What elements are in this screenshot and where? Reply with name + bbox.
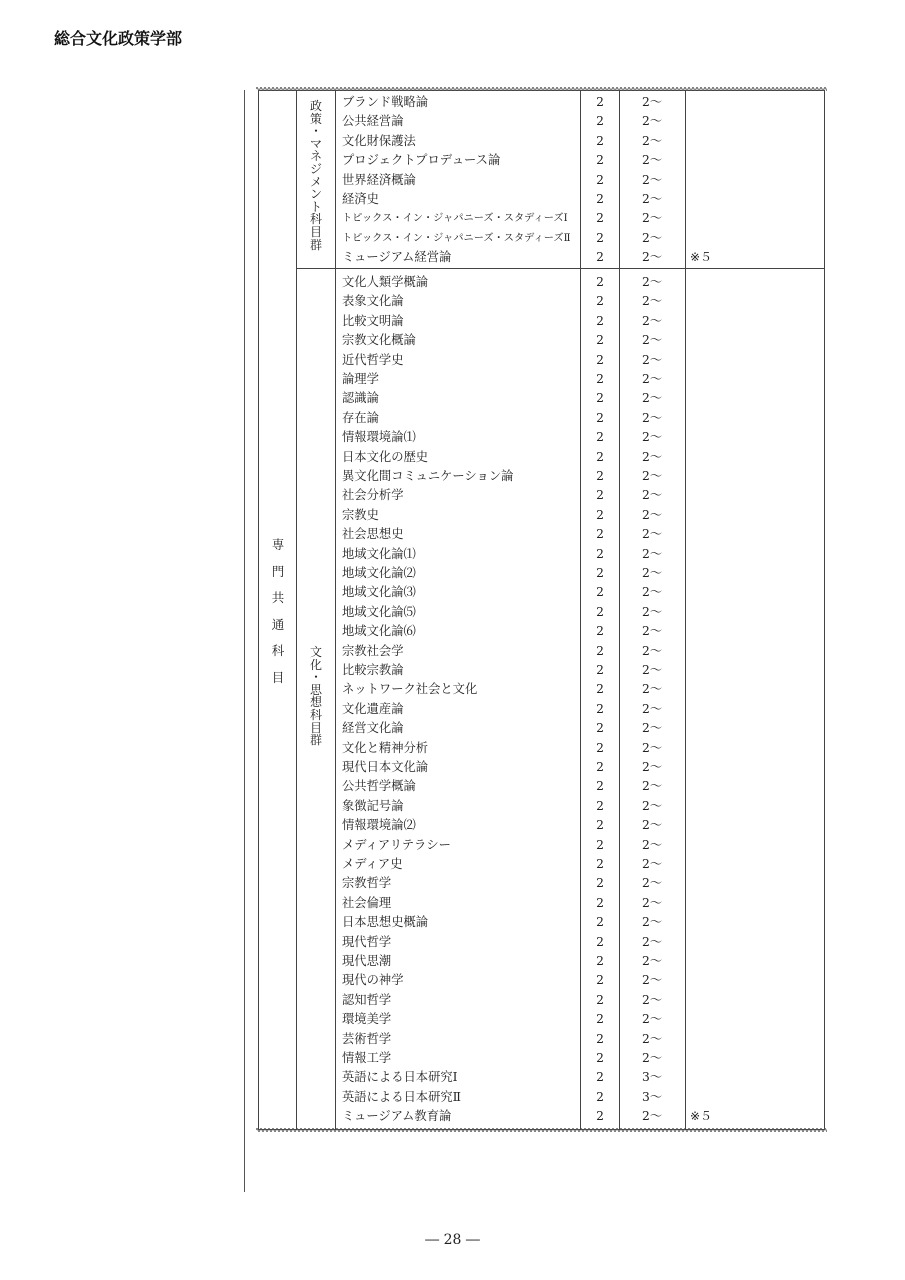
course-year: 2〜 <box>642 721 663 736</box>
course-year: 2〜 <box>642 1012 663 1027</box>
course-name: プロジェクトプロデュース論 <box>342 153 501 168</box>
vertical-label-char: 群 <box>309 733 322 748</box>
group-divider <box>296 268 825 269</box>
course-credits: 2 <box>596 527 604 542</box>
course-credits: 2 <box>596 721 604 736</box>
course-credits: 2 <box>596 934 604 949</box>
vertical-label-char: ト <box>309 199 322 214</box>
course-year: 3〜 <box>642 1070 663 1085</box>
course-name: 日本思想史概論 <box>342 915 429 930</box>
course-credits: 2 <box>596 1070 604 1085</box>
course-name: ミュージアム教育論 <box>342 1109 452 1124</box>
course-credits: 2 <box>596 798 604 813</box>
course-credits: 2 <box>596 211 604 226</box>
course-credits: 2 <box>596 818 604 833</box>
vertical-label-char: 目 <box>271 669 285 685</box>
course-year: 2〜 <box>642 798 663 813</box>
course-year: 2〜 <box>642 1109 663 1124</box>
course-year: 2〜 <box>642 973 663 988</box>
course-credits: 2 <box>596 507 604 522</box>
course-name: 情報環境論⑵ <box>342 818 416 833</box>
course-year: 2〜 <box>642 546 663 561</box>
course-credits: 2 <box>596 352 604 367</box>
course-year: 2〜 <box>642 992 663 1007</box>
course-year: 2〜 <box>642 250 663 265</box>
course-credits: 2 <box>596 95 604 109</box>
course-year: 2〜 <box>642 760 663 774</box>
course-name: 英語による日本研究Ⅱ <box>342 1089 462 1104</box>
course-credits: 2 <box>596 837 604 852</box>
course-credits: 2 <box>596 372 604 386</box>
course-credits: 2 <box>596 449 604 464</box>
vertical-label-char: ・ <box>309 124 322 139</box>
course-name: 情報環境論⑴ <box>342 430 416 445</box>
course-year: 2〜 <box>642 211 663 226</box>
course-name: 現代哲学 <box>342 934 392 949</box>
vertical-label-char: 通 <box>271 616 285 632</box>
course-credits: 2 <box>596 876 604 891</box>
course-credits: 2 <box>596 566 604 580</box>
course-year: 2〜 <box>642 643 663 658</box>
course-name: 宗教社会学 <box>342 643 404 658</box>
course-credits: 2 <box>596 1109 604 1124</box>
vertical-label-char: ネ <box>309 149 322 164</box>
course-credits: 2 <box>596 643 604 658</box>
course-credits: 2 <box>596 313 604 328</box>
vertical-label-char: 共 <box>271 590 285 605</box>
course-credits: 2 <box>596 760 604 774</box>
course-credits: 2 <box>596 779 604 794</box>
category-label <box>270 532 286 691</box>
course-name: メディア史 <box>342 857 403 871</box>
course-credits: 2 <box>596 153 604 168</box>
group-label-policy-management <box>308 100 324 251</box>
course-name: 現代の神学 <box>342 973 404 988</box>
course-year: 2〜 <box>642 275 663 289</box>
vertical-label-char: 科 <box>309 212 322 227</box>
course-credits: 2 <box>596 488 604 503</box>
course-name: 宗教文化概論 <box>342 333 416 348</box>
table-top-wavy-border <box>256 86 827 92</box>
course-year: 2〜 <box>642 192 663 206</box>
course-year: 2〜 <box>642 391 663 406</box>
page-number: ― 28 ― <box>425 1232 480 1248</box>
course-name: 公共経営論 <box>342 114 404 129</box>
course-year: 2〜 <box>642 779 663 794</box>
table-bottom-wavy-border <box>256 1127 827 1133</box>
course-note: ※５ <box>690 250 713 265</box>
course-year: 2〜 <box>642 507 663 522</box>
course-year: 2〜 <box>642 915 663 930</box>
course-credits: 2 <box>596 663 604 677</box>
course-credits: 2 <box>596 954 604 968</box>
course-credits: 2 <box>596 333 604 348</box>
vertical-label-char: 化 <box>309 657 322 672</box>
course-year: 2〜 <box>642 1051 663 1065</box>
course-name: 比較宗教論 <box>342 663 404 677</box>
vertical-label-char: 科 <box>271 643 285 658</box>
course-year: 2〜 <box>642 663 663 677</box>
course-name: 地域文化論⑶ <box>342 585 416 600</box>
course-credits: 2 <box>596 857 604 871</box>
course-year: 2〜 <box>642 624 663 639</box>
group-label-culture-thought <box>308 646 324 747</box>
course-year: 2〜 <box>642 153 663 168</box>
course-year: 2〜 <box>642 934 663 949</box>
course-name: 地域文化論⑴ <box>342 546 416 561</box>
course-year: 2〜 <box>642 372 663 386</box>
vertical-label-char: 政 <box>309 99 322 113</box>
course-year: 2〜 <box>642 527 663 542</box>
course-credits: 2 <box>596 973 604 988</box>
course-credits: 2 <box>596 992 604 1007</box>
course-year: 2〜 <box>642 294 663 309</box>
course-name: 地域文化論⑹ <box>342 624 416 639</box>
course-year: 2〜 <box>642 114 663 129</box>
course-name: 表象文化論 <box>342 294 404 309</box>
course-credits: 2 <box>596 230 604 245</box>
vertical-label-char: 科 <box>309 707 322 722</box>
course-name: 世界経済概論 <box>342 172 416 187</box>
course-name: 公共哲学概論 <box>342 779 416 794</box>
vertical-label-char: 門 <box>271 563 285 579</box>
course-name: 芸術哲学 <box>342 1031 392 1046</box>
course-year: 2〜 <box>642 954 663 968</box>
course-name: 文化遺産論 <box>342 701 404 716</box>
course-year: 2〜 <box>642 1031 663 1046</box>
course-credits: 2 <box>596 410 604 425</box>
course-name: 社会分析学 <box>342 488 404 503</box>
course-credits: 2 <box>596 1089 604 1104</box>
course-year: 2〜 <box>642 313 663 328</box>
course-name: 認知哲学 <box>342 992 392 1007</box>
course-year: 2〜 <box>642 133 663 148</box>
course-name: 環境美学 <box>342 1012 392 1027</box>
column-divider-category <box>296 90 297 1130</box>
course-name: 異文化間コミュニケーション論 <box>342 469 514 483</box>
course-year: 2〜 <box>642 740 663 755</box>
course-year: 2〜 <box>642 352 663 367</box>
course-name: 存在論 <box>342 410 379 425</box>
course-name: トピックス・イン・ジャパニーズ・スタディーズⅠ <box>342 213 568 225</box>
course-credits: 2 <box>596 192 604 206</box>
course-credits: 2 <box>596 1051 604 1065</box>
course-name: 宗教哲学 <box>342 876 392 891</box>
course-credits: 2 <box>596 1012 604 1027</box>
course-credits: 2 <box>596 546 604 561</box>
vertical-label-char: 専 <box>271 537 285 552</box>
course-name: 社会思想史 <box>342 527 404 542</box>
column-divider-year <box>685 90 686 1130</box>
course-name: 象徴記号論 <box>342 798 404 813</box>
course-credits: 2 <box>596 701 604 716</box>
course-credits: 2 <box>596 469 604 483</box>
vertical-label-char: 群 <box>309 237 322 252</box>
course-year: 2〜 <box>642 857 663 871</box>
course-name: 日本文化の歴史 <box>342 449 429 464</box>
course-credits: 2 <box>596 391 604 406</box>
course-name: 近代哲学史 <box>342 352 404 367</box>
vertical-label-char: 想 <box>309 695 322 710</box>
page-header-title: 総合文化政策学部 <box>54 29 183 48</box>
course-credits: 2 <box>596 895 604 910</box>
course-credits: 2 <box>596 585 604 600</box>
course-year: 2〜 <box>642 410 663 425</box>
course-name: ネットワーク社会と文化 <box>342 682 478 697</box>
vertical-label-char: ・ <box>309 670 322 685</box>
course-name: 比較文明論 <box>342 313 404 328</box>
course-credits: 2 <box>596 624 604 639</box>
course-credits: 2 <box>596 604 604 619</box>
course-year: 2〜 <box>642 172 663 187</box>
course-name: 認識論 <box>342 391 379 406</box>
course-credits: 2 <box>596 250 604 265</box>
course-name: 経営文化論 <box>342 721 404 736</box>
vertical-label-char: ン <box>309 187 322 202</box>
course-credits: 2 <box>596 294 604 309</box>
margin-rule <box>244 90 245 1192</box>
vertical-label-char: 目 <box>309 720 322 735</box>
course-name: 地域文化論⑸ <box>342 604 416 619</box>
vertical-label-char: 思 <box>309 682 322 697</box>
vertical-label-char: 文 <box>309 645 322 659</box>
course-name: ブランド戦略論 <box>342 95 429 109</box>
course-name: 英語による日本研究Ⅰ <box>342 1070 458 1085</box>
course-year: 2〜 <box>642 333 663 348</box>
course-name: 現代日本文化論 <box>342 760 429 774</box>
course-name: 宗教史 <box>342 507 379 522</box>
course-name: 文化人類学概論 <box>342 275 429 289</box>
course-year: 2〜 <box>642 449 663 464</box>
course-year: 3〜 <box>642 1089 663 1104</box>
course-year: 2〜 <box>642 585 663 600</box>
course-name: 文化と精神分析 <box>342 740 429 755</box>
course-year: 2〜 <box>642 818 663 833</box>
vertical-label-char: ジ <box>309 161 322 176</box>
vertical-label-char: 策 <box>309 111 322 126</box>
course-year: 2〜 <box>642 230 663 245</box>
course-year: 2〜 <box>642 876 663 891</box>
course-credits: 2 <box>596 133 604 148</box>
course-name: 情報工学 <box>342 1051 392 1065</box>
course-name: 文化財保護法 <box>342 133 416 148</box>
column-divider-credits <box>619 90 620 1130</box>
vertical-label-char: 目 <box>309 224 322 239</box>
course-credits: 2 <box>596 172 604 187</box>
column-divider-name <box>580 90 581 1130</box>
course-year: 2〜 <box>642 566 663 580</box>
course-credits: 2 <box>596 682 604 697</box>
course-year: 2〜 <box>642 701 663 716</box>
column-divider-group <box>335 90 336 1130</box>
course-name: 論理学 <box>342 372 379 386</box>
vertical-label-char: メ <box>309 174 322 189</box>
course-credits: 2 <box>596 740 604 755</box>
course-year: 2〜 <box>642 604 663 619</box>
course-year: 2〜 <box>642 469 663 483</box>
course-year: 2〜 <box>642 837 663 852</box>
course-year: 2〜 <box>642 488 663 503</box>
course-name: 地域文化論⑵ <box>342 566 416 580</box>
course-year: 2〜 <box>642 95 663 109</box>
course-credits: 2 <box>596 430 604 445</box>
course-name: 経済史 <box>342 192 379 206</box>
course-name: メディアリテラシー <box>342 837 451 852</box>
course-credits: 2 <box>596 915 604 930</box>
course-note: ※５ <box>690 1109 713 1124</box>
course-name: トピックス・イン・ジャパニーズ・スタディーズⅡ <box>342 232 571 244</box>
course-credits: 2 <box>596 275 604 289</box>
course-name: ミュージアム経営論 <box>342 250 452 265</box>
course-year: 2〜 <box>642 895 663 910</box>
course-year: 2〜 <box>642 682 663 697</box>
course-year: 2〜 <box>642 430 663 445</box>
vertical-label-char: マ <box>309 136 322 151</box>
course-credits: 2 <box>596 114 604 129</box>
course-name: 社会倫理 <box>342 895 392 910</box>
course-name: 現代思潮 <box>342 954 392 968</box>
course-credits: 2 <box>596 1031 604 1046</box>
